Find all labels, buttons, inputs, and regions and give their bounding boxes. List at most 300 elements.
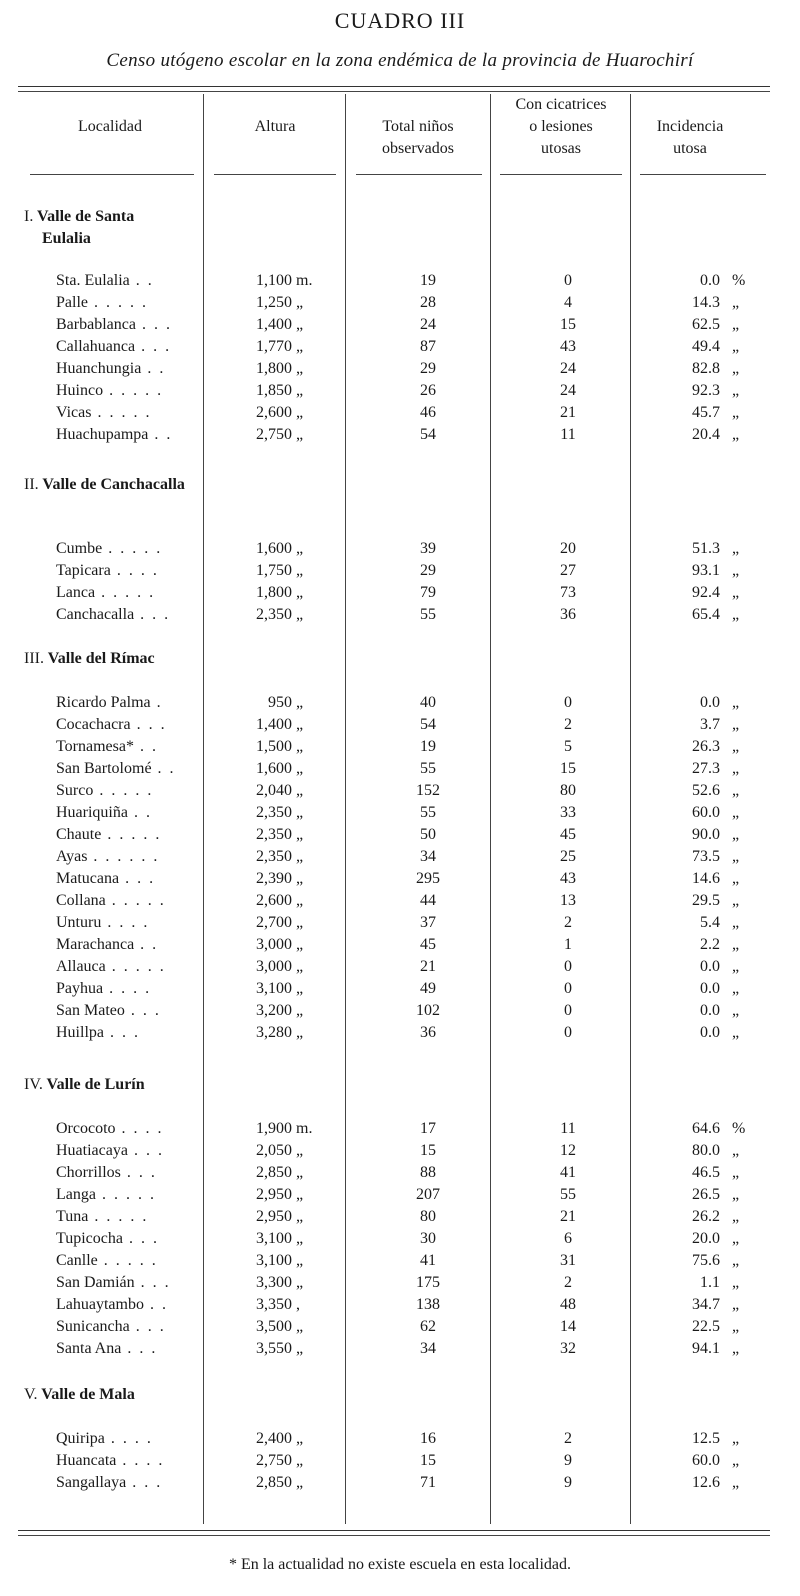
table-row xyxy=(0,1316,800,1338)
incidencia-unit: „ xyxy=(732,738,740,755)
total-cell: 28 xyxy=(420,294,436,311)
altura-cell: 2,600 xyxy=(256,404,292,421)
altura-unit: „ xyxy=(296,716,304,733)
localidad-name: Matucana xyxy=(56,870,120,887)
localidad-cell xyxy=(56,912,149,934)
incidencia-unit: „ xyxy=(732,694,740,711)
altura-unit: „ xyxy=(296,1318,304,1335)
table-row xyxy=(0,424,800,446)
localidad-cell xyxy=(56,1428,153,1450)
localidad-cell xyxy=(56,582,155,604)
leader-dots: . . xyxy=(147,360,166,377)
altura-cell: 2,350 xyxy=(256,606,292,623)
lesiones-cell: 15 xyxy=(560,760,576,777)
total-cell: 16 xyxy=(420,1430,436,1447)
incidencia-cell: 51.3 xyxy=(692,540,720,557)
incidencia-unit: „ xyxy=(732,1252,740,1269)
lesiones-cell: 20 xyxy=(560,540,576,557)
incidencia-unit: „ xyxy=(732,760,740,777)
header-con-line: o lesiones xyxy=(529,118,593,135)
total-cell: 50 xyxy=(420,826,436,843)
incidencia-cell: 92.3 xyxy=(692,382,720,399)
localidad-name: San Bartolomé xyxy=(56,760,152,777)
localidad-name: Canchacalla xyxy=(56,606,135,623)
section-title: Valle de Canchacalla xyxy=(42,476,185,493)
altura-cell: 1,250 xyxy=(256,294,292,311)
altura-unit: „ xyxy=(296,1274,304,1291)
total-cell: 79 xyxy=(420,584,436,601)
localidad-cell xyxy=(56,1316,166,1338)
table-row xyxy=(0,780,800,802)
table-row xyxy=(0,1118,800,1140)
altura-unit: m. xyxy=(296,272,313,289)
leader-dots: . . . xyxy=(136,716,167,733)
table-row xyxy=(0,1338,800,1360)
incidencia-cell: 26.2 xyxy=(692,1208,720,1225)
leader-dots: . . . . . xyxy=(94,1208,149,1225)
localidad-cell xyxy=(56,604,170,626)
localidad-name: Vicas xyxy=(56,404,92,421)
altura-cell: 2,850 xyxy=(256,1474,292,1491)
altura-unit: , xyxy=(296,1296,300,1313)
total-cell: 45 xyxy=(420,936,436,953)
header-total-line: Total niños xyxy=(382,118,454,135)
total-cell: 62 xyxy=(420,1318,436,1335)
localidad-name: Lanca xyxy=(56,584,96,601)
incidencia-cell: 27.3 xyxy=(692,760,720,777)
localidad-name: Quiripa xyxy=(56,1430,105,1447)
incidencia-unit: „ xyxy=(732,1274,740,1291)
incidencia-unit: % xyxy=(732,1120,746,1137)
header-rule xyxy=(30,174,194,175)
altura-unit: „ xyxy=(296,426,304,443)
leader-dots: . . . . . xyxy=(109,382,164,399)
leader-dots: . . xyxy=(133,804,152,821)
table-row xyxy=(0,380,800,402)
incidencia-unit: „ xyxy=(732,404,740,421)
altura-unit: „ xyxy=(296,1474,304,1491)
lesiones-cell: 2 xyxy=(564,1430,572,1447)
localidad-cell xyxy=(56,868,155,890)
table-row xyxy=(0,1022,800,1044)
lesiones-cell: 14 xyxy=(560,1318,576,1335)
lesiones-cell: 55 xyxy=(560,1186,576,1203)
localidad-cell xyxy=(56,336,171,358)
localidad-cell xyxy=(56,292,148,314)
table-row xyxy=(0,868,800,890)
lesiones-cell: 24 xyxy=(560,360,576,377)
header-con-cicatrices xyxy=(494,94,628,160)
localidad-name: Ricardo Palma xyxy=(56,694,151,711)
incidencia-unit: „ xyxy=(732,914,740,931)
localidad-name: Lahuaytambo xyxy=(56,1296,144,1313)
total-cell: 24 xyxy=(420,316,436,333)
lesiones-cell: 41 xyxy=(560,1164,576,1181)
localidad-cell xyxy=(56,1250,158,1272)
incidencia-cell: 46.5 xyxy=(692,1164,720,1181)
table-row xyxy=(0,1228,800,1250)
total-cell: 55 xyxy=(420,760,436,777)
total-cell: 17 xyxy=(420,1120,436,1137)
incidencia-cell: 0.0 xyxy=(700,694,720,711)
altura-cell: 2,850 xyxy=(256,1164,292,1181)
localidad-name: Collana xyxy=(56,892,106,909)
table-row xyxy=(0,978,800,1000)
table-subtitle: Censo utógeno escolar en la zona endémica de la provincia de Huarochirí xyxy=(106,50,694,71)
localidad-name: Palle xyxy=(56,294,88,311)
section-numeral: II. xyxy=(24,476,39,493)
localidad-name: Huinco xyxy=(56,382,104,399)
total-cell: 34 xyxy=(420,1340,436,1357)
header-incidencia xyxy=(640,116,740,160)
localidad-name: Huariquiña xyxy=(56,804,128,821)
localidad-name: Santa Ana xyxy=(56,1340,122,1357)
total-cell: 36 xyxy=(420,1024,436,1041)
incidencia-unit: „ xyxy=(732,892,740,909)
table-row xyxy=(0,1428,800,1450)
altura-cell: 950 xyxy=(268,694,292,711)
section-heading xyxy=(24,1384,135,1406)
incidencia-cell: 0.0 xyxy=(700,1002,720,1019)
incidencia-unit: „ xyxy=(732,1296,740,1313)
localidad-name: San Damián xyxy=(56,1274,135,1291)
total-cell: 71 xyxy=(420,1474,436,1491)
lesiones-cell: 2 xyxy=(564,1274,572,1291)
incidencia-unit: „ xyxy=(732,1430,740,1447)
incidencia-cell: 12.6 xyxy=(692,1474,720,1491)
localidad-cell xyxy=(56,358,165,380)
localidad-cell xyxy=(56,1140,164,1162)
top-rule xyxy=(18,86,770,87)
lesiones-cell: 73 xyxy=(560,584,576,601)
incidencia-cell: 2.2 xyxy=(700,936,720,953)
altura-unit: „ xyxy=(296,782,304,799)
header-con-line: Con cicatrices xyxy=(515,96,607,113)
incidencia-unit: „ xyxy=(732,980,740,997)
lesiones-cell: 45 xyxy=(560,826,576,843)
altura-cell: 3,000 xyxy=(256,936,292,953)
localidad-cell xyxy=(56,1184,156,1206)
localidad-cell xyxy=(56,846,159,868)
altura-cell: 2,050 xyxy=(256,1142,292,1159)
incidencia-unit: „ xyxy=(732,1186,740,1203)
incidencia-unit: „ xyxy=(732,1208,740,1225)
total-cell: 152 xyxy=(416,782,440,799)
section-numeral: I. xyxy=(24,208,34,225)
table-row xyxy=(0,1294,800,1316)
total-cell: 80 xyxy=(420,1208,436,1225)
table-row xyxy=(0,582,800,604)
altura-unit: „ xyxy=(296,936,304,953)
incidencia-unit: % xyxy=(732,272,746,289)
leader-dots: . . . xyxy=(132,1474,163,1491)
incidencia-cell: 22.5 xyxy=(692,1318,720,1335)
table-row xyxy=(0,1472,800,1494)
section-title: Valle de Lurín xyxy=(46,1076,145,1093)
altura-unit: „ xyxy=(296,848,304,865)
altura-cell: 3,280 xyxy=(256,1024,292,1041)
section-heading xyxy=(24,648,155,670)
incidencia-cell: 14.6 xyxy=(692,870,720,887)
lesiones-cell: 21 xyxy=(560,404,576,421)
altura-unit: „ xyxy=(296,404,304,421)
table-row xyxy=(0,758,800,780)
leader-dots: . . xyxy=(154,426,173,443)
leader-dots: . . . xyxy=(127,1340,158,1357)
leader-dots: . . xyxy=(140,936,159,953)
altura-cell: 1,600 xyxy=(256,540,292,557)
lesiones-cell: 5 xyxy=(564,738,572,755)
altura-cell: 1,100 xyxy=(256,272,292,289)
incidencia-cell: 49.4 xyxy=(692,338,720,355)
localidad-cell xyxy=(56,956,166,978)
table-row xyxy=(0,846,800,868)
leader-dots: . . . . xyxy=(107,914,150,931)
localidad-name: Tornamesa* xyxy=(56,738,134,755)
incidencia-unit: „ xyxy=(732,426,740,443)
localidad-cell xyxy=(56,714,167,736)
header-altura: Altura xyxy=(254,118,296,135)
localidad-cell xyxy=(56,1206,148,1228)
total-cell: 26 xyxy=(420,382,436,399)
leader-dots: . . xyxy=(149,1296,168,1313)
localidad-cell xyxy=(56,890,166,912)
localidad-cell xyxy=(56,538,162,560)
lesiones-cell: 0 xyxy=(564,958,572,975)
incidencia-cell: 62.5 xyxy=(692,316,720,333)
total-cell: 40 xyxy=(420,694,436,711)
localidad-cell xyxy=(56,1450,164,1472)
total-cell: 54 xyxy=(420,716,436,733)
leader-dots: . . xyxy=(157,760,176,777)
localidad-cell xyxy=(56,424,172,446)
table-title: CUADRO III xyxy=(334,8,466,33)
leader-dots: . . . . . xyxy=(103,1252,158,1269)
altura-unit: „ xyxy=(296,540,304,557)
incidencia-unit: „ xyxy=(732,848,740,865)
altura-unit: „ xyxy=(296,584,304,601)
total-cell: 15 xyxy=(420,1452,436,1469)
incidencia-unit: „ xyxy=(732,294,740,311)
altura-unit: „ xyxy=(296,1002,304,1019)
incidencia-cell: 20.4 xyxy=(692,426,720,443)
localidad-cell xyxy=(56,314,172,336)
leader-dots: . . . xyxy=(125,870,156,887)
localidad-name: Tupicocha xyxy=(56,1230,123,1247)
leader-dots: . . . . . xyxy=(101,1186,156,1203)
localidad-name: Tuna xyxy=(56,1208,89,1225)
leader-dots: . xyxy=(156,694,163,711)
table-row xyxy=(0,934,800,956)
table-row xyxy=(0,1140,800,1162)
total-cell: 44 xyxy=(420,892,436,909)
localidad-cell xyxy=(56,1162,157,1184)
altura-cell: 2,950 xyxy=(256,1208,292,1225)
localidad-cell xyxy=(56,402,151,424)
leader-dots: . . . xyxy=(126,1164,157,1181)
altura-cell: 1,500 xyxy=(256,738,292,755)
lesiones-cell: 2 xyxy=(564,716,572,733)
incidencia-unit: „ xyxy=(732,540,740,557)
header-rule xyxy=(356,174,482,175)
lesiones-cell: 43 xyxy=(560,870,576,887)
incidencia-cell: 29.5 xyxy=(692,892,720,909)
leader-dots: . . . xyxy=(140,1274,171,1291)
leader-dots: . . xyxy=(135,272,154,289)
total-cell: 15 xyxy=(420,1142,436,1159)
altura-cell: 1,900 xyxy=(256,1120,292,1137)
incidencia-cell: 65.4 xyxy=(692,606,720,623)
localidad-cell xyxy=(56,1294,168,1316)
total-cell: 49 xyxy=(420,980,436,997)
leader-dots: . . . xyxy=(130,1002,161,1019)
total-cell: 41 xyxy=(420,1252,436,1269)
localidad-cell xyxy=(56,978,151,1000)
altura-cell: 2,400 xyxy=(256,1430,292,1447)
leader-dots: . . . . xyxy=(122,1452,165,1469)
footnote: * En la actualidad no existe escuela en esta localidad. xyxy=(228,1556,572,1573)
lesiones-cell: 43 xyxy=(560,338,576,355)
altura-unit: „ xyxy=(296,1186,304,1203)
leader-dots: . . . xyxy=(141,338,172,355)
altura-unit: „ xyxy=(296,1430,304,1447)
table-row xyxy=(0,1206,800,1228)
altura-unit: „ xyxy=(296,870,304,887)
leader-dots: . . . . . xyxy=(111,958,166,975)
incidencia-unit: „ xyxy=(732,870,740,887)
lesiones-cell: 0 xyxy=(564,980,572,997)
altura-unit: „ xyxy=(296,382,304,399)
incidencia-unit: „ xyxy=(732,958,740,975)
altura-unit: „ xyxy=(296,694,304,711)
total-cell: 46 xyxy=(420,404,436,421)
altura-unit: „ xyxy=(296,1230,304,1247)
lesiones-cell: 27 xyxy=(560,562,576,579)
bottom-rule-thin xyxy=(18,1535,770,1536)
incidencia-cell: 20.0 xyxy=(692,1230,720,1247)
total-cell: 19 xyxy=(420,738,436,755)
altura-cell: 3,350 xyxy=(256,1296,292,1313)
localidad-name: Canlle xyxy=(56,1252,98,1269)
altura-unit: „ xyxy=(296,294,304,311)
lesiones-cell: 31 xyxy=(560,1252,576,1269)
localidad-cell xyxy=(56,802,152,824)
header-rule xyxy=(214,174,336,175)
altura-cell: 2,390 xyxy=(256,870,292,887)
leader-dots: . . . . . xyxy=(111,892,166,909)
leader-dots: . . . . xyxy=(116,562,159,579)
altura-unit: „ xyxy=(296,316,304,333)
section-title: Valle de Santa xyxy=(37,208,135,225)
leader-dots: . . . . . xyxy=(97,404,152,421)
table-row xyxy=(0,714,800,736)
localidad-cell xyxy=(56,1272,171,1294)
table-row xyxy=(0,336,800,358)
altura-unit: „ xyxy=(296,892,304,909)
localidad-cell xyxy=(56,758,176,780)
localidad-cell xyxy=(56,692,163,714)
total-cell: 30 xyxy=(420,1230,436,1247)
incidencia-cell: 73.5 xyxy=(692,848,720,865)
altura-cell: 1,850 xyxy=(256,382,292,399)
localidad-cell xyxy=(56,1472,162,1494)
table-row xyxy=(0,692,800,714)
table-row xyxy=(0,802,800,824)
bottom-rule xyxy=(18,1530,770,1531)
altura-cell: 1,400 xyxy=(256,716,292,733)
header-incidencia-line: Incidencia xyxy=(656,118,724,135)
incidencia-unit: „ xyxy=(732,1002,740,1019)
total-cell: 34 xyxy=(420,848,436,865)
incidencia-unit: „ xyxy=(732,1340,740,1357)
altura-cell: 3,100 xyxy=(256,980,292,997)
incidencia-cell: 52.6 xyxy=(692,782,720,799)
incidencia-unit: „ xyxy=(732,1024,740,1041)
localidad-cell xyxy=(56,1000,161,1022)
incidencia-unit: „ xyxy=(732,826,740,843)
total-cell: 29 xyxy=(420,360,436,377)
altura-cell: 2,950 xyxy=(256,1186,292,1203)
localidad-cell xyxy=(56,1338,157,1360)
localidad-cell xyxy=(56,380,163,402)
table-row xyxy=(0,956,800,978)
leader-dots: . . . xyxy=(128,1230,159,1247)
leader-dots: . . . xyxy=(110,1024,140,1041)
header-rule xyxy=(640,174,766,175)
altura-unit: „ xyxy=(296,1452,304,1469)
section-heading xyxy=(24,1074,145,1096)
leader-dots: . . . . . xyxy=(99,782,154,799)
lesiones-cell: 36 xyxy=(560,606,576,623)
leader-dots: . . . xyxy=(133,1142,164,1159)
leader-dots: . . . . . xyxy=(101,584,156,601)
localidad-name: Payhua xyxy=(56,980,104,997)
table-row xyxy=(0,1450,800,1472)
localidad-name: Huatiacaya xyxy=(56,1142,128,1159)
localidad-cell xyxy=(56,560,159,582)
localidad-name: Barbablanca xyxy=(56,316,136,333)
altura-unit: „ xyxy=(296,1142,304,1159)
incidencia-cell: 26.3 xyxy=(692,738,720,755)
total-cell: 88 xyxy=(420,1164,436,1181)
table-row xyxy=(0,1250,800,1272)
localidad-name: Surco xyxy=(56,782,94,799)
altura-cell: 1,770 xyxy=(256,338,292,355)
incidencia-cell: 26.5 xyxy=(692,1186,720,1203)
lesiones-cell: 0 xyxy=(564,694,572,711)
localidad-name: Huancata xyxy=(56,1452,117,1469)
incidencia-cell: 14.3 xyxy=(692,294,720,311)
localidad-cell xyxy=(56,934,158,956)
table-row xyxy=(0,292,800,314)
total-cell: 55 xyxy=(420,804,436,821)
altura-cell: 3,000 xyxy=(256,958,292,975)
section-title: Valle de Mala xyxy=(41,1386,135,1403)
lesiones-cell: 11 xyxy=(560,426,576,443)
section-numeral: IV. xyxy=(24,1076,43,1093)
total-cell: 138 xyxy=(416,1296,440,1313)
section-numeral: V. xyxy=(24,1386,38,1403)
lesiones-cell: 24 xyxy=(560,382,576,399)
leader-dots: . . . xyxy=(135,1318,166,1335)
altura-unit: „ xyxy=(296,360,304,377)
altura-unit: „ xyxy=(296,958,304,975)
header-incidencia-line: utosa xyxy=(673,140,707,157)
localidad-name: Callahuanca xyxy=(56,338,136,355)
leader-dots: . . . . xyxy=(110,1430,153,1447)
altura-cell: 2,750 xyxy=(256,426,292,443)
localidad-name: Unturu xyxy=(56,914,102,931)
